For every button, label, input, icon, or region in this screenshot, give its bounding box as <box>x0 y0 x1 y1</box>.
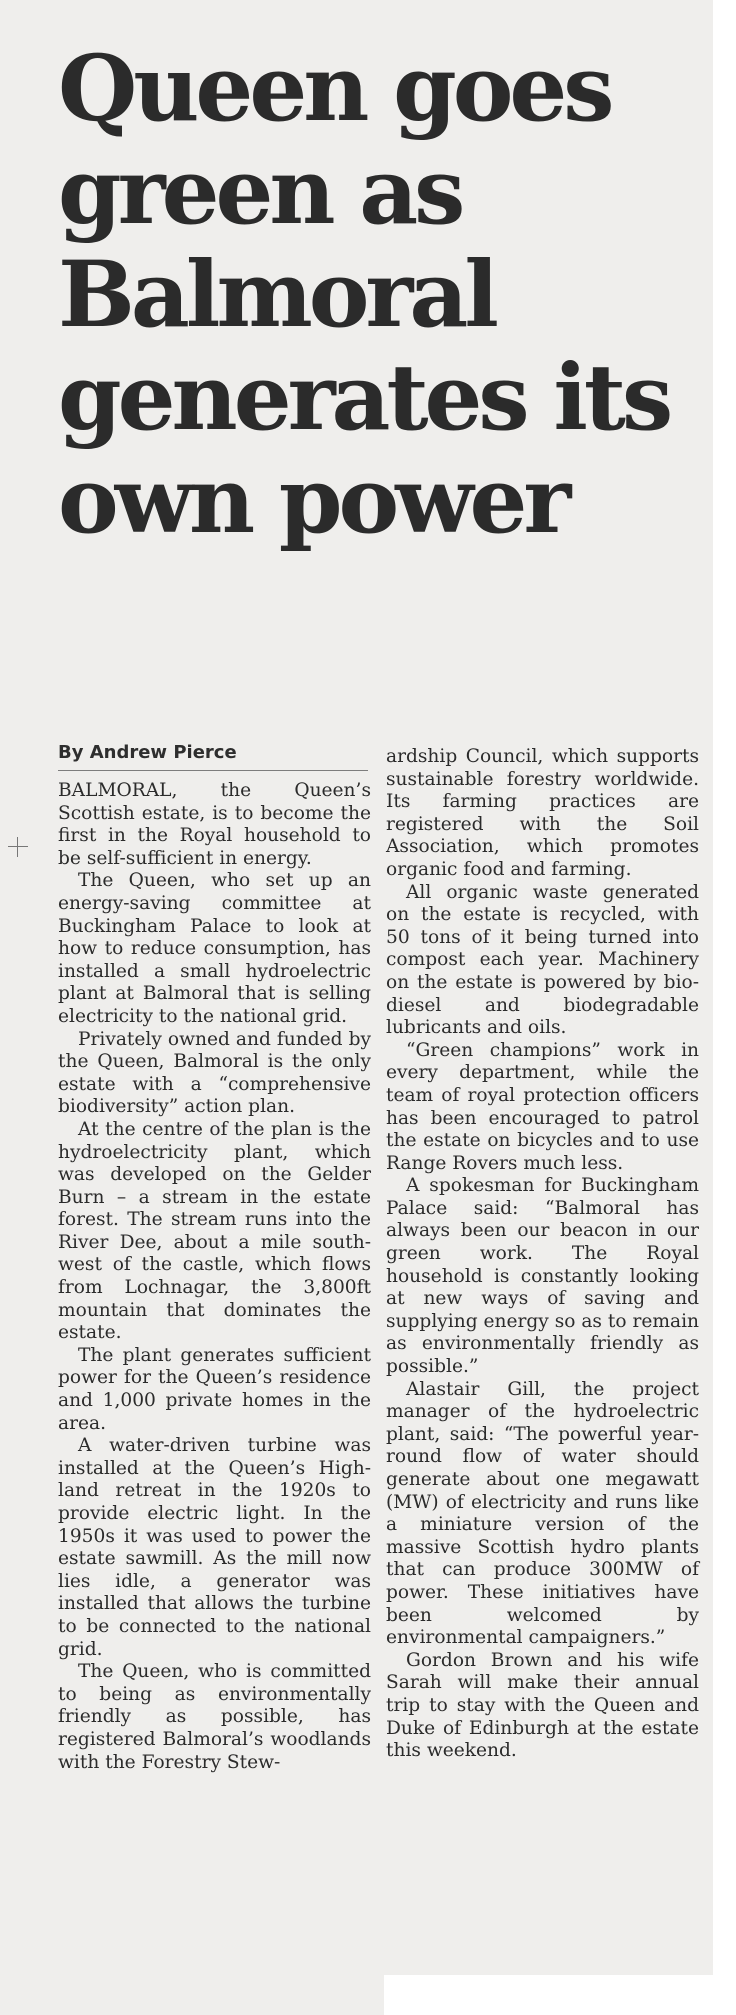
headline-line: generates its <box>58 345 670 451</box>
headline-line: own power <box>58 448 568 554</box>
crop-mark-h <box>8 846 28 847</box>
paragraph: At the centre of the plan is the hydroelectricity plant, which was developed on the Gelder Burn – a stream in the estate forest. The stream runs into the River Dee, about a mile south-west of the castle, which flows from Lochnagar, the 3,800ft mountain that dominates the estate. <box>58 1118 371 1344</box>
paragraph: A spokesman for Buckingham Palace said: “Balmoral has always been our beacon in our green work. The Royal household is constantly looking at new ways of saving and supplying energy so as to remain as environmentally friendly as possible.” <box>386 1175 699 1378</box>
paragraph: Privately owned and funded by the Queen, Balmoral is the only estate with a “comprehensive biodiversity” action plan. <box>58 1028 371 1118</box>
paragraph: Alastair Gill, the project manager of the hydroelectric plant, said: “The powerful year-round flow of water should generate about one megawatt (MW) of electricity and runs like a miniature version of the massive Scottish hydro plants that can produce 300MW of power. These initiatives have been welcomed by environmental campaigners.” <box>386 1378 699 1649</box>
paragraph: The Queen, who set up an energy-saving committee at Buckingham Palace to look at how to reduce consumption, has installed a small hydroelectric plant at Balmoral that is selling electricity to the national grid. <box>58 870 371 1027</box>
headline-line: green as <box>58 139 462 245</box>
paragraph: “Green champions” work in every department, while the team of royal protection officers has been encouraged to patrol the estate on bicycles and to use Range Rovers much less. <box>386 1039 699 1174</box>
paragraph: The plant generates sufficient power for the Queen’s residence and 1,000 private homes in the area. <box>58 1344 371 1434</box>
byline: By Andrew Pierce <box>58 742 368 771</box>
article-column-2 <box>386 746 699 1763</box>
headline <box>58 38 718 553</box>
paragraph: Gordon Brown and his wife Sarah will make their annual trip to stay with the Queen and Duke of Edinburgh at the estate this weekend. <box>386 1649 699 1762</box>
paragraph: All organic waste generated on the estate is recycled, with 50 tons of it being turned into compost each year. Machinery on the estate is powered by bio-diesel and biodegradable lubricants and oils. <box>386 881 699 1039</box>
clipping-torn-corner <box>384 1975 713 2015</box>
headline-line: Queen goes <box>58 36 611 142</box>
paragraph: The Queen, who is committed to being as environmentally friendly as possible, has registered Balmoral’s woodlands with the Forestry Stew- <box>58 1661 371 1773</box>
paragraph: A water-driven turbine was installed at the Queen’s Highland retreat in the 1920s to provide electric light. In the 1950s it was used to power the estate sawmill. As the mill now lies idle, a generator was installed that allows the turbine to be connected to the national grid. <box>58 1435 371 1660</box>
crop-mark-v <box>17 837 18 857</box>
paragraph: BALMORAL, the Queen’s Scottish estate, is to become the first in the Royal household to be self-sufficient in energy. <box>58 780 371 869</box>
paragraph: ardship Council, which supports sustainable forestry worldwide. Its farming practices are registered with the Soil Association, which promotes organic food and farming. <box>386 746 699 880</box>
article-column-1 <box>58 780 371 1774</box>
headline-line: Balmoral <box>58 242 495 348</box>
